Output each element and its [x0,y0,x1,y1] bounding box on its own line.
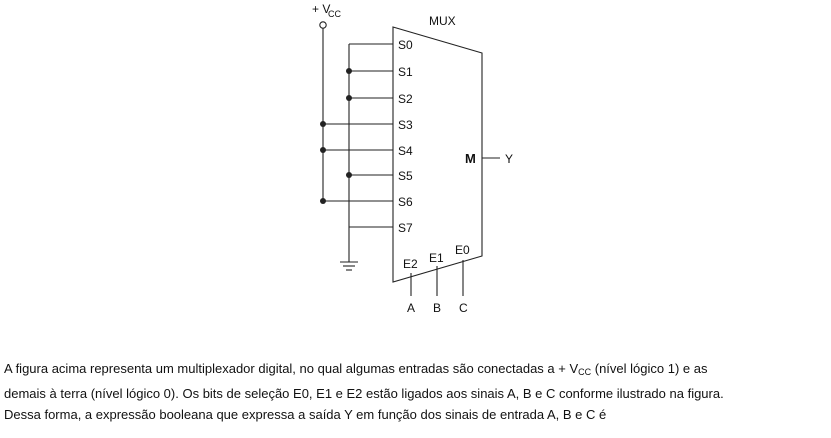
select-label-e0: E0 [455,243,470,257]
question-line-1 [4,358,830,383]
vcc-subscript: CC [328,9,341,19]
signal-label-c: C [459,301,468,315]
output-label-y: Y [505,152,514,166]
mux-title: MUX [429,14,456,28]
select-label-e1: E1 [429,251,444,265]
junction-dot [346,68,352,74]
vcc-subscript-inline: CC [578,367,592,377]
junction-dot [320,198,326,204]
input-label-s5: S5 [398,169,413,183]
input-label-s6: S6 [398,195,413,209]
output-pin-label: M [465,151,476,166]
question-line-1-start: A figura acima representa um multiplexador digital, no qual algumas entradas são conectadas a + V [4,361,579,376]
junction-dot [320,121,326,127]
input-label-s0: S0 [398,38,413,52]
question-line-1-end: (nível lógico 1) e as [591,361,708,376]
junction-dot [346,95,352,101]
signal-label-b: B [433,301,442,315]
input-label-s4: S4 [398,144,413,158]
junction-dot [320,147,326,153]
question-line-3: Dessa forma, a expressão booleana que expressa a saída Y em função dos sinais de entrada A, B e C é [4,407,607,422]
ground-icon [340,262,358,270]
vcc-label: + V [312,2,331,16]
input-label-s7: S7 [398,221,413,235]
vcc-terminal [320,22,326,28]
input-label-s1: S1 [398,65,413,79]
question-line-2: demais à terra (nível lógico 0). Os bits de seleção E0, E1 e E2 estão ligados aos sinais A, B e C conforme ilustrado na figura. [4,386,724,401]
question-text [4,358,830,425]
signal-label-a: A [407,301,416,315]
select-label-e2: E2 [403,257,418,271]
input-label-s2: S2 [398,92,413,106]
junction-dot [346,172,352,178]
input-label-s3: S3 [398,118,413,132]
